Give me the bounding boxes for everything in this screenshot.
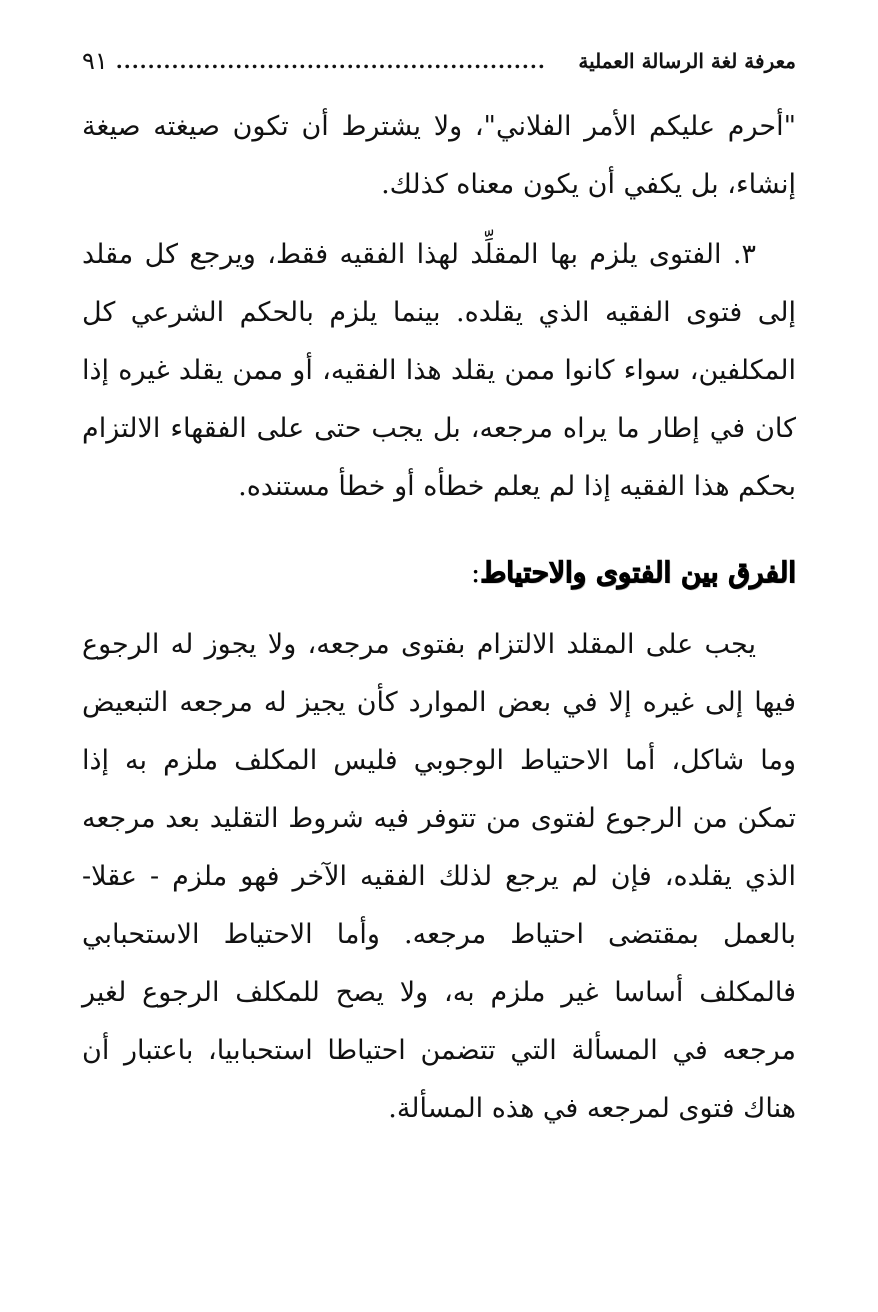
section-heading-colon: :	[470, 556, 481, 589]
paragraph-2: ٣. الفتوى يلزم بها المقلِّد لهذا الفقيه فقط، ويرجع كل مقلد إلى فتوى الفقيه الذي يقلده. بينما يلزم بالحكم الشرعي كل المكلفين، سواء كانوا ممن يقلد هذا الفقيه، أو ممن يقلد غيره إذا كان في إطار ما يراه مرجعه، بل يجب حتى على الفقهاء الالتزام بحكم هذا الفقيه إذا لم يعلم خطأه أو خطأ مستنده.	[82, 239, 796, 502]
running-header	[82, 44, 796, 78]
section-heading	[471, 544, 796, 602]
header-dot-leader: ......................................................	[115, 49, 546, 73]
paragraph-1: "أحرم عليكم الأمر الفلاني"، ولا يشترط أن تكون صيغته صيغة إنشاء، بل يكفي أن يكون معناه كذلك.	[82, 111, 796, 200]
page-number: ٩١	[82, 47, 108, 75]
paragraph-3: يجب على المقلد الالتزام بفتوى مرجعه، ولا يجوز له الرجوع فيها إلى غيره إلا في بعض الموارد كأن يجيز له مرجعه التبعيض وما شاكل، أما الاحتياط الوجوبي فليس المكلف ملزم به إذا تمكن من الرجوع لفتوى من تتوفر فيه شروط التقليد بعد مرجعه الذي يقلده، فإن لم يرجع لذلك الفقيه الآخر فهو ملزم - عقلا- بالعمل بمقتضى احتياط مرجعه. وأما الاحتياط الاستحبابي فالمكلف أساسا غير ملزم به، ولا يصح للمكلف الرجوع لغير مرجعه في المسألة التي تتضمن احتياطا استحبابيا، باعتبار أن هناك فتوى لمرجعه في هذه المسألة.	[82, 629, 796, 1124]
header-title: معرفة لغة الرسالة العملية	[578, 49, 796, 73]
section-heading-text: الفرق بين الفتوى والاحتياط	[480, 556, 796, 589]
